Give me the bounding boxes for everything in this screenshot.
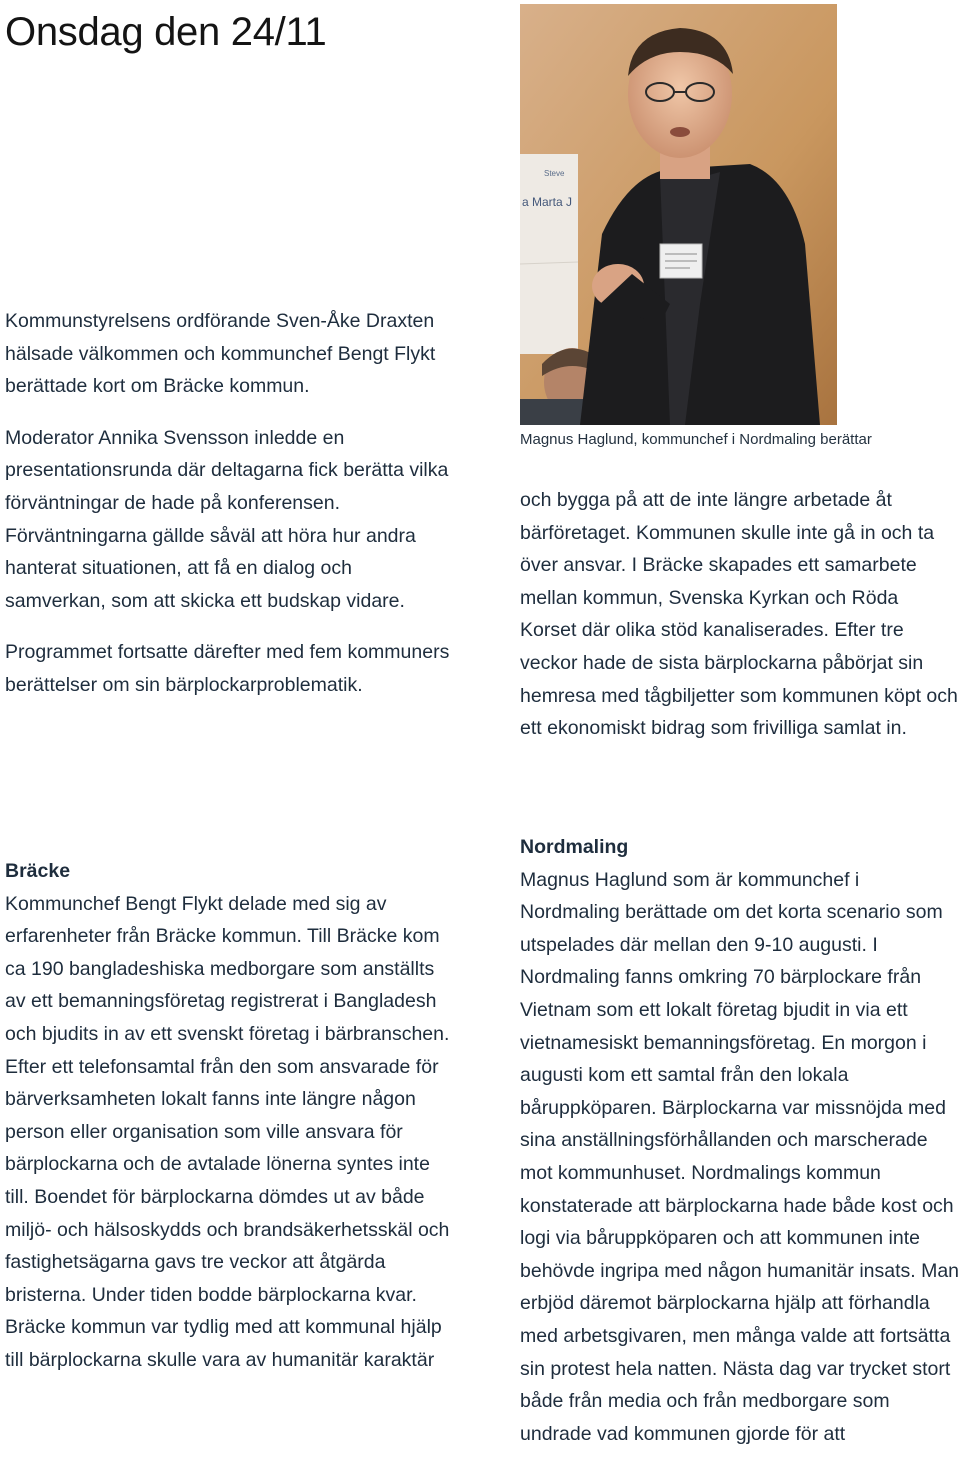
bracke-continued-body: och bygga på att de inte längre arbetade åt bärföretaget. Kommunen skulle inte gå in och ta över ansvar. I Bräcke skapades ett samarbete mellan kommun, Svenska Kyrkan och Röda Korset där olika stöd kanaliserades. Efter tre veckor hade de sista bärplockarna påbörjat sin hemresa med tågbiljetter som kommunen köpt och ett ekonomiskt bidrag som frivilliga samlat in. [520, 489, 958, 740]
section-heading-bracke: Bräcke [5, 860, 71, 882]
moderator-paragraph: Moderator Annika Svensson inledde en presentationsrunda där deltagarna fick berätta vilka förväntningar de hade på konferensen. Förväntningarna gällde såväl att höra hur andra hanterat situationen, att få en dialog och samverkan, som att skicka ett budskap vidare. [5, 426, 449, 612]
bracke-section [5, 855, 455, 1377]
intro-paragraph: Kommunstyrelsens ordförande Sven-Åke Draxten hälsade välkommen och kommunchef Bengt Flykt berättade kort om Bräcke kommun. [5, 310, 436, 398]
bracke-continued-section [520, 484, 960, 745]
bracke-body: Kommunchef Bengt Flykt delade med sig av erfarenheter från Bräcke kommun. Till Bräcke kom ca 190 bangladeshiska medborgare som anställts av ett bemanningsföretag registrerat i Bangladesh och bjudits in av ett svenskt företag i bärbranschen. Efter ett telefonsamtal från den som ansvarade för bärverksamheten lokalt fanns inte längre någon person eller organisation som ville ansvara för bärplockarna och de avtalade lönerna syntes inte till. Boendet för bärplockarna dömdes ut av både miljö- och hälsoskydds och brandsäkerhetsskäl och fastighetsägarna gavs tre veckor att åtgärda bristerna. Under tiden bodde bärplockarna kvar. Bräcke kommun var tydlig med att kommunal hjälp till bärplockarna skulle vara av humanitär karaktär [5, 892, 450, 1371]
speaker-photo [520, 4, 837, 425]
nordmaling-body: Magnus Haglund som är kommunchef i Nordmaling berättade om det korta scenario som utspelades där mellan den 9-10 augusti. I Nordmaling fanns omkring 70 bärplockare från Vietnam som ett lokalt företag bjudit in via ett vietnamesiskt bemanningsföretag. En morgon i augusti kom ett samtal från den lokala båruppköparen. Bärplockarna var missnöjda med sina anställningsförhållanden och marscherade mot kommunhuset. Nordmalings kommun konstaterade att bärplockarna hade både kost och logi via båruppköparen och att kommunen inte behövde ingripa med någon humanitär insats. Man erbjöd däremot bärplockarna hjälp att förhandla med arbetsgivaren, men många valde att fortsätta sin protest hela natten. Nästa dag var trycket stort både från media och från medborgare som undrade vad kommunen gjorde för att [520, 868, 960, 1445]
program-paragraph: Programmet fortsatte därefter med fem kommuners berättelser om sin bärplockarproblematik. [5, 641, 450, 696]
svg-text:a Marta J: a Marta J [522, 195, 573, 209]
speaker-illustration [520, 4, 837, 425]
intro-section [5, 305, 455, 702]
svg-text:Steve: Steve [544, 169, 565, 178]
photo-caption: Magnus Haglund, kommunchef i Nordmaling berättar [520, 431, 872, 448]
section-heading-nordmaling: Nordmaling [520, 836, 629, 858]
nordmaling-section [520, 831, 960, 1450]
page-title: Onsdag den 24/11 [5, 10, 327, 54]
